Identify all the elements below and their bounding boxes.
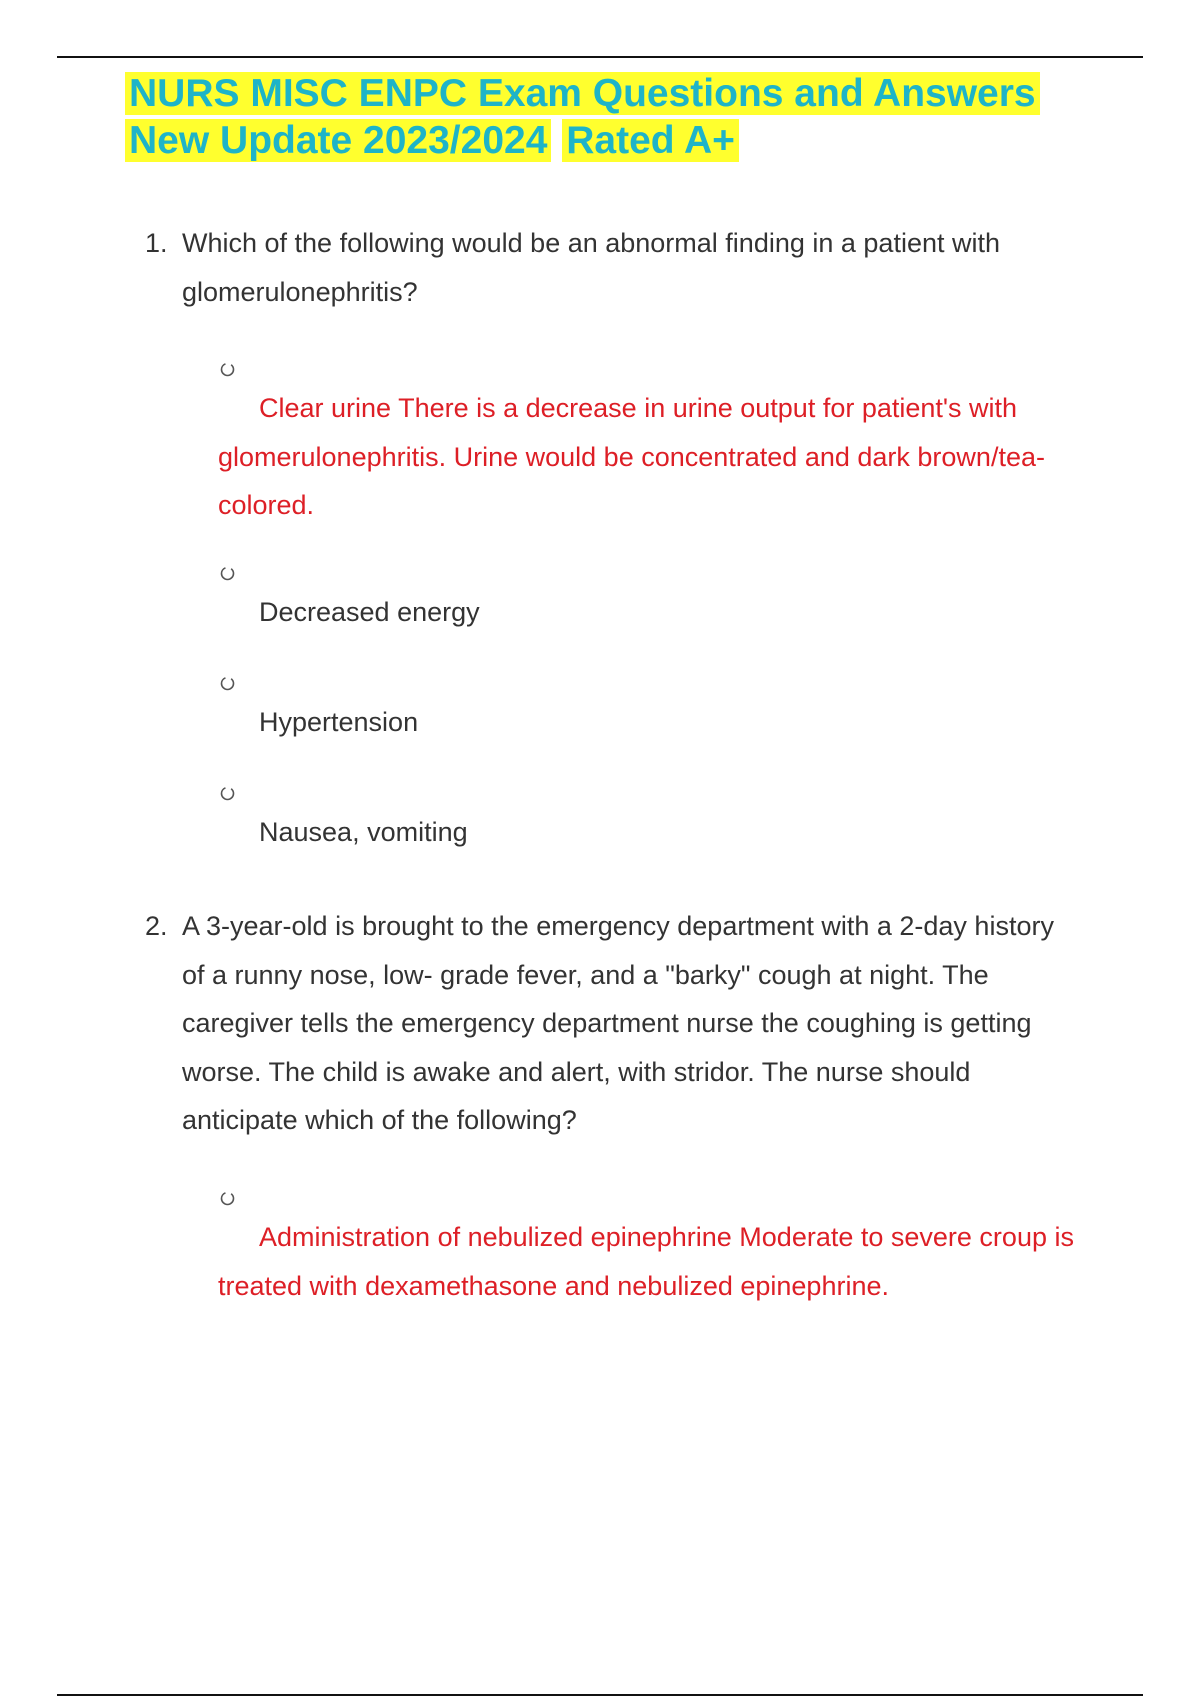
- option-q1-a[interactable]: [218, 362, 1088, 530]
- option-q1-b[interactable]: [218, 566, 1088, 637]
- top-rule: [57, 56, 1143, 58]
- option-q2-a[interactable]: [218, 1191, 1088, 1310]
- title-line-2b: Rated A+: [562, 119, 739, 162]
- option-text: Decreased energy: [259, 597, 480, 627]
- option-text: Hypertension: [259, 707, 419, 737]
- question-number: 2.: [145, 911, 168, 941]
- question-text: Which of the following would be an abnormal finding in a patient with glomerulonephritis?: [182, 228, 1000, 307]
- question-1: [145, 219, 1075, 316]
- question-text: A 3-year-old is brought to the emergency department with a 2-day history of a runny nose, low- grade fever, and a "barky" cough at night. The caregiver tells the emergency department nurse the coughing is getting worse. The child is awake and alert, with stridor. The nurse should anticipate which of the following?: [182, 911, 1054, 1135]
- bottom-rule: [57, 1694, 1143, 1696]
- document-title: [125, 70, 1105, 164]
- option-text: Clear urine There is a decrease in urine output for patient's with glomerulonephritis. Urine would be concentrated and dark brown/tea-colored.: [218, 393, 1045, 520]
- radio-icon[interactable]: [220, 362, 235, 377]
- option-q1-d[interactable]: [218, 786, 1088, 857]
- radio-icon[interactable]: [220, 566, 235, 581]
- radio-icon[interactable]: [220, 676, 235, 691]
- title-line-1: NURS MISC ENPC Exam Questions and Answers: [125, 72, 1040, 115]
- option-q1-c[interactable]: [218, 676, 1088, 747]
- option-text: Administration of nebulized epinephrine Moderate to severe croup is treated with dexamethasone and nebulized epinephrine.: [218, 1222, 1074, 1301]
- radio-icon[interactable]: [220, 1191, 235, 1206]
- option-text: Nausea, vomiting: [259, 817, 468, 847]
- question-2: [145, 902, 1075, 1145]
- question-number: 1.: [145, 228, 168, 258]
- radio-icon[interactable]: [220, 786, 235, 801]
- title-line-2a: New Update 2023/2024: [125, 119, 551, 162]
